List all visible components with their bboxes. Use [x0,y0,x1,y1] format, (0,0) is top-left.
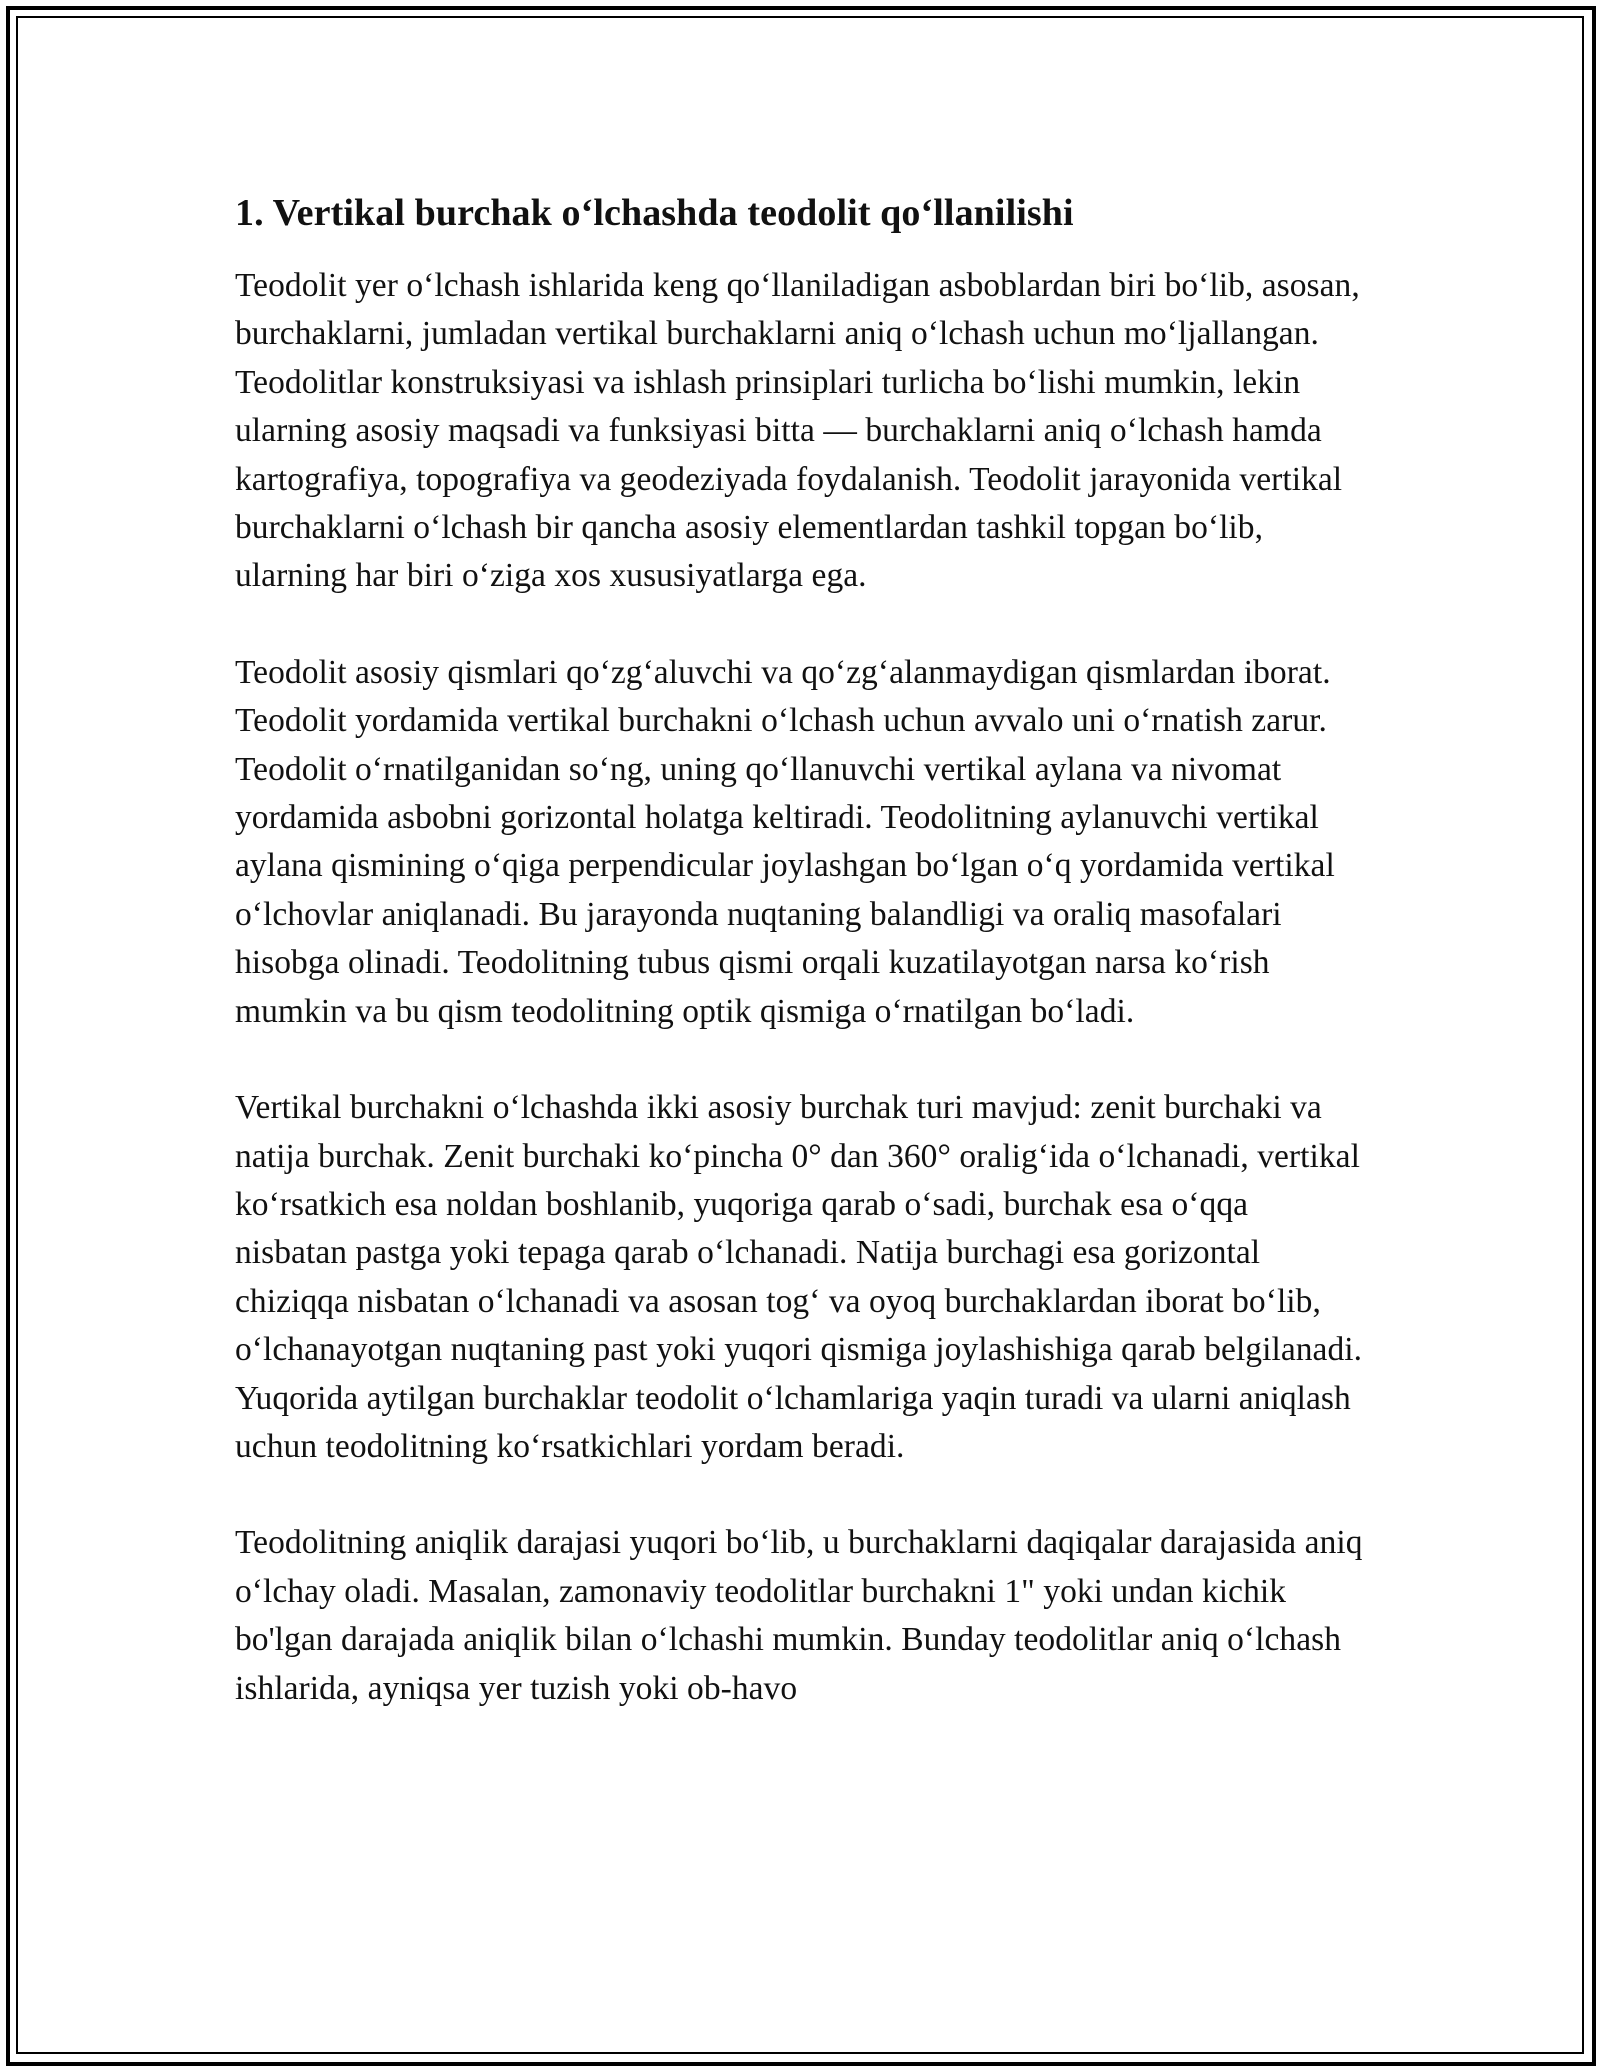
paragraph-4: Teodolitning aniqlik darajasi yuqori bo‘lib, u burchaklarni daqiqalar darajasida aniq o‘lchay oladi. Masalan, zamonaviy teodolitlar burchakni 1" yoki undan kichik bo'lgan darajada aniqlik bilan o‘lchashi mumkin. Bunday teodolitlar aniq o‘lchash ishlarida, ayniqsa yer tuzish yoki ob-havo [235,1524,1363,1707]
section-heading: 1. Vertikal burchak o‘lchashda teodolit qo‘llanilishi [235,192,1074,234]
paragraph-1: Teodolit yer o‘lchash ishlarida keng qo‘llaniladigan asboblardan biri bo‘lib, asosan, burchaklarni, jumladan vertikal burchaklarni aniq o‘lchash uchun mo‘ljallangan. Teodolitlar konstruksiyasi va ishlash prinsiplari turlicha bo‘lishi mumkin, lekin ularning asosiy maqsadi va funksiyasi bitta — burchaklarni aniq o‘lchash hamda kartografiya, topografiya va geodeziyada foydalanish. Teodolit jarayonida vertikal burchaklarni o‘lchash bir qancha asosiy elementlardan tashkil topgan bo‘lib, ularning har biri o‘ziga xos xususiyatlarga ega. [235,267,1360,595]
paragraph-2: Teodolit asosiy qismlari qo‘zg‘aluvchi va qo‘zg‘alanmaydigan qismlardan iborat. Teodolit yordamida vertikal burchakni o‘lchash uchun avvalo uni o‘rnatish zarur. Teodolit o‘rnatilganidan so‘ng, uning qo‘llanuvchi vertikal aylana va nivomat yordamida asbobni gorizontal holatga keltiradi. Teodolitning aylanuvchi vertikal aylana qismining o‘qiga perpendicular joylashgan bo‘lgan o‘q yordamida vertikal o‘lchovlar aniqlanadi. Bu jarayonda nuqtaning balandligi va oraliq masofalari hisobga olinadi. Teodolitning tubus qismi orqali kuzatilayotgan narsa ko‘rish mumkin va bu qism teodolitning optik qismiga o‘rnatilgan bo‘ladi. [235,653,1335,1030]
document-body [235,188,1365,1761]
paragraph-3: Vertikal burchakni o‘lchashda ikki asosiy burchak turi mavjud: zenit burchaki va natija burchak. Zenit burchaki ko‘pincha 0° dan 360° oralig‘ida o‘lchanadi, vertikal ko‘rsatkich esa noldan boshlanib, yuqoriga qarab o‘sadi, burchak esa o‘qqa nisbatan pastga yoki tepaga qarab o‘lchanadi. Natija burchagi esa gorizontal chiziqqa nisbatan o‘lchanadi va asosan tog‘ va oyoq burchaklardan iborat bo‘lib, o‘lchanayotgan nuqtaning past yoki yuqori qismiga joylashishiga qarab belgilanadi. Yuqorida aytilgan burchaklar teodolit o‘lchamlariga yaqin turadi va ularni aniqlash uchun teodolitning ko‘rsatkichlari yordam beradi. [235,1089,1363,1465]
